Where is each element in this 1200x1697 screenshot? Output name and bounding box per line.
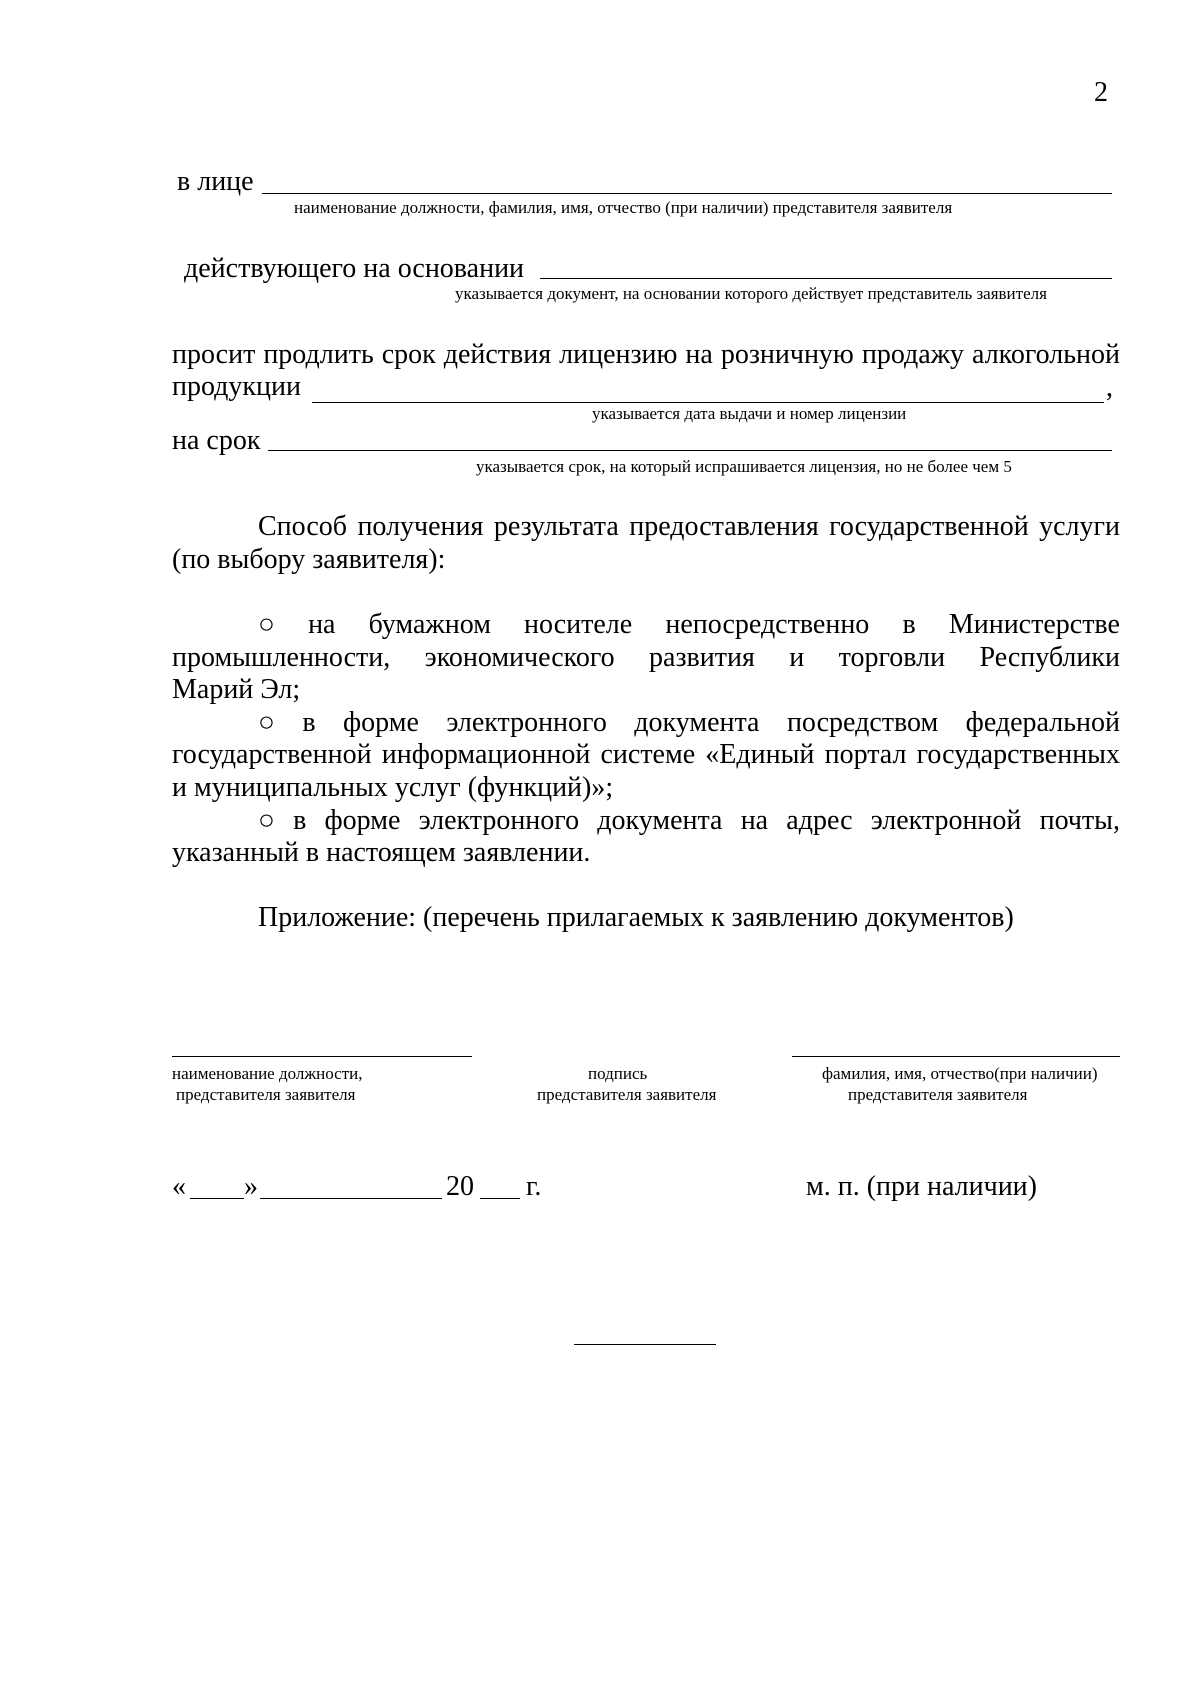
- word: почты,: [1039, 805, 1120, 836]
- word: федеральной: [965, 707, 1120, 738]
- name-caption-1: фамилия, имя, отчество(при наличии): [822, 1064, 1098, 1083]
- name-caption-2: представителя заявителя: [848, 1085, 1028, 1104]
- option-paper-radio-icon[interactable]: ○: [258, 609, 275, 640]
- option-email[interactable]: [258, 804, 1120, 838]
- word: документа: [597, 805, 723, 836]
- request-product-label: продукции: [172, 371, 301, 402]
- word: развития: [649, 642, 755, 673]
- representative-caption: наименование должности, фамилия, имя, отчество (при наличии) представителя заявителя: [294, 198, 953, 217]
- license-caption: указывается дата выдачи и номер лицензии: [592, 404, 907, 423]
- date-century: 20: [446, 1171, 474, 1202]
- word: в: [293, 805, 307, 836]
- basis-input-line[interactable]: [540, 278, 1112, 279]
- basis-caption: указывается документ, на основании которого действует представитель заявителя: [455, 284, 1047, 303]
- method-heading-line2: (по выбору заявителя):: [172, 544, 446, 575]
- word: электронного: [418, 805, 580, 836]
- option-paper[interactable]: [258, 608, 1120, 642]
- word: в: [902, 609, 916, 640]
- word: промышленности,: [172, 642, 391, 673]
- word: электронной: [870, 805, 1022, 836]
- date-month-line[interactable]: [260, 1198, 442, 1199]
- word: носителе: [524, 609, 633, 640]
- option-email-radio-icon[interactable]: ○: [258, 805, 275, 836]
- word: в: [302, 707, 316, 738]
- word: торговли: [838, 642, 946, 673]
- closing-rule: [574, 1344, 716, 1345]
- term-input-line[interactable]: [268, 450, 1112, 451]
- attachment-text: Приложение: (перечень прилагаемых к заявлению документов): [258, 902, 1014, 933]
- option-portal-line3: и муниципальных услуг (функций)»;: [172, 772, 614, 803]
- word: бумажном: [368, 609, 491, 640]
- option-paper-line3: Марий Эл;: [172, 674, 301, 705]
- date-day-line[interactable]: [190, 1198, 244, 1199]
- option-portal[interactable]: [258, 706, 1120, 740]
- representative-label: в лице: [177, 166, 254, 197]
- date-open-quote: «: [172, 1171, 186, 1202]
- basis-label: действующего на основании: [184, 253, 525, 284]
- name-signature-line[interactable]: [792, 1056, 1120, 1057]
- method-heading-line1: Способ получения результата предоставления государственной услуги: [258, 511, 1120, 542]
- date-year-suffix: г.: [526, 1171, 542, 1202]
- date-close-quote: »: [244, 1171, 258, 1202]
- option-portal-line2: государственной информационной системе «Единый портал государственных: [172, 739, 1120, 770]
- word: форме: [343, 707, 419, 738]
- word: Республики: [979, 642, 1120, 673]
- word: на: [740, 805, 769, 836]
- word: электронного: [446, 707, 607, 738]
- position-signature-line[interactable]: [172, 1056, 472, 1057]
- position-caption-2: представителя заявителя: [176, 1085, 356, 1104]
- word: форме: [324, 805, 401, 836]
- license-input-line[interactable]: [312, 402, 1104, 403]
- option-email-line2: указанный в настоящем заявлении.: [172, 837, 591, 868]
- representative-input-line[interactable]: [262, 193, 1112, 194]
- word: непосредственно: [665, 609, 870, 640]
- word: Министерстве: [948, 609, 1120, 640]
- option-portal-radio-icon[interactable]: ○: [258, 707, 275, 738]
- word: экономического: [424, 642, 615, 673]
- request-text-line1: просит продлить срок действия лицензию на розничную продажу алкогольной: [172, 339, 1120, 370]
- word: документа: [634, 707, 760, 738]
- position-caption-1: наименование должности,: [172, 1064, 363, 1083]
- option-paper-line2: [172, 641, 1120, 675]
- term-caption: указывается срок, на который испрашивается лицензия, но не более чем 5: [476, 457, 1012, 476]
- word: адрес: [786, 805, 853, 836]
- page-number: 2: [1094, 77, 1108, 108]
- signature-caption-2: представителя заявителя: [537, 1085, 717, 1104]
- date-year-line[interactable]: [480, 1198, 520, 1199]
- term-label: на срок: [172, 425, 261, 456]
- seal-text: м. п. (при наличии): [806, 1171, 1037, 1202]
- word: и: [789, 642, 805, 673]
- word: на: [308, 609, 336, 640]
- word: посредством: [786, 707, 939, 738]
- license-comma: ,: [1106, 372, 1113, 403]
- signature-caption-1: подпись: [588, 1064, 648, 1083]
